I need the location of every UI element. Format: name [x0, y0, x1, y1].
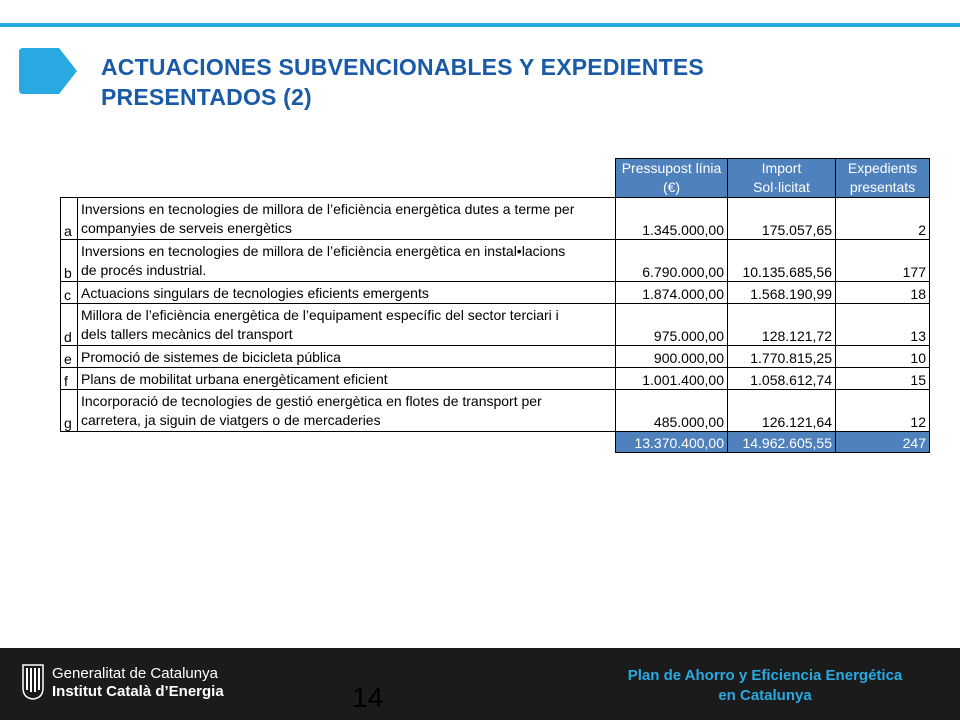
row-import: 10.135.685,56: [728, 240, 836, 282]
row-letter: e: [61, 346, 78, 368]
plan-title-line-1: Plan de Ahorro y Eficiencia Energética: [627, 667, 903, 684]
total-pressupost: 13.370.400,00: [616, 432, 728, 453]
row-letter: c: [61, 282, 78, 304]
table-row: [61, 198, 930, 240]
page-title: [101, 52, 704, 112]
row-import: 1.058.612,74: [728, 368, 836, 390]
row-pressupost: 1.345.000,00: [616, 198, 728, 240]
plan-title: [585, 666, 945, 706]
row-letter: b: [61, 240, 78, 282]
row-import: 175.057,65: [728, 198, 836, 240]
total-expedients: 247: [836, 432, 930, 453]
row-pressupost: 485.000,00: [616, 390, 728, 432]
column-header-pressupost: Pressupost línia (€): [616, 159, 728, 198]
row-expedients: 15: [836, 368, 930, 390]
plan-title-line-2: en Catalunya: [718, 687, 812, 704]
totals-spacer: [61, 432, 616, 453]
table-row: [61, 368, 930, 390]
table-row: [61, 390, 930, 432]
row-description: Inversions en tecnologies de millora de l’eficiència energètica dutes a terme per companyies de serveis energètics: [78, 198, 616, 240]
row-expedients: 177: [836, 240, 930, 282]
table-row: [61, 346, 930, 368]
top-rule: [0, 23, 960, 27]
row-expedients: 10: [836, 346, 930, 368]
row-import: 128.121,72: [728, 304, 836, 346]
column-header-import: Import Sol·licitat: [728, 159, 836, 198]
row-description: Actuacions singulars de tecnologies eficients emergents: [78, 282, 616, 304]
row-expedients: 13: [836, 304, 930, 346]
row-expedients: 12: [836, 390, 930, 432]
row-pressupost: 975.000,00: [616, 304, 728, 346]
row-letter: g: [61, 390, 78, 432]
row-description: Incorporació de tecnologies de gestió energètica en flotes de transport per carretera, ja siguin de viatgers o de mercaderies: [78, 390, 616, 432]
table-row: [61, 282, 930, 304]
arrow-marker-icon: [19, 48, 77, 94]
row-import: 1.770.815,25: [728, 346, 836, 368]
row-letter: f: [61, 368, 78, 390]
table-header-row: [61, 159, 930, 198]
total-import: 14.962.605,55: [728, 432, 836, 453]
row-letter: d: [61, 304, 78, 346]
row-expedients: 18: [836, 282, 930, 304]
row-expedients: 2: [836, 198, 930, 240]
title-line-1: ACTUACIONES SUBVENCIONABLES Y EXPEDIENTES: [101, 54, 704, 80]
row-pressupost: 900.000,00: [616, 346, 728, 368]
row-pressupost: 1.874.000,00: [616, 282, 728, 304]
table-row: [61, 304, 930, 346]
row-pressupost: 1.001.400,00: [616, 368, 728, 390]
grants-table: [60, 158, 930, 453]
totals-row: [61, 432, 930, 453]
row-pressupost: 6.790.000,00: [616, 240, 728, 282]
org-name-institut: Institut Català d’Energia: [52, 683, 224, 700]
title-line-2: PRESENTADOS (2): [101, 84, 312, 110]
row-description: Inversions en tecnologies de millora de l’eficiència energètica en instal•lacions de procés industrial.: [78, 240, 616, 282]
generalitat-emblem-icon: [22, 664, 44, 700]
table-row: [61, 240, 930, 282]
org-name-generalitat: Generalitat de Catalunya: [52, 665, 218, 682]
header-spacer: [61, 159, 616, 198]
column-header-expedients: Expedients presentats: [836, 159, 930, 198]
row-import: 1.568.190,99: [728, 282, 836, 304]
row-description: Promoció de sistemes de bicicleta pública: [78, 346, 616, 368]
row-letter: a: [61, 198, 78, 240]
row-description: Millora de l’eficiència energètica de l’equipament específic del sector terciari i dels tallers mecànics del transport: [78, 304, 616, 346]
row-description: Plans de mobilitat urbana energèticament eficient: [78, 368, 616, 390]
row-import: 126.121,64: [728, 390, 836, 432]
page-number: 14: [352, 682, 384, 713]
